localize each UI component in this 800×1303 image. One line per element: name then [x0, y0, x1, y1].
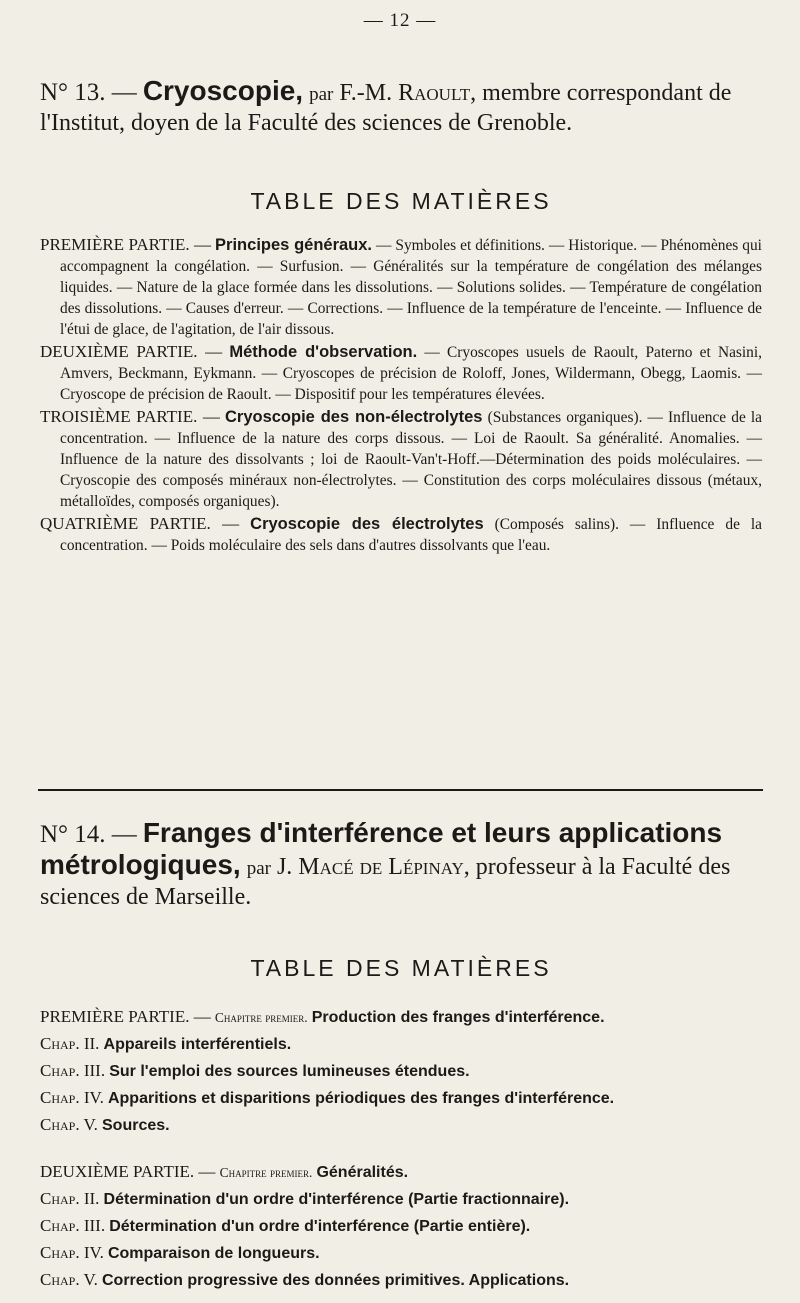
entry-14-chapter-5: Chap. V. Sources.: [40, 1115, 170, 1134]
entry-13-part-4: QUATRIÈME PARTIE. — Cryoscopie des électrolytes (Composés salins). — Influence de la concentration. — Poids moléculaire des sels dans d'autres dissolvants que l'eau.: [40, 514, 762, 554]
entry-14-chapter-10: Chap. V. Correction progressive des données primitives. Applications.: [40, 1270, 570, 1289]
entry-14-heading: [40, 818, 762, 912]
entry-14-chapter-6: DEUXIÈME PARTIE. — Chapitre premier. Généralités.: [40, 1162, 409, 1181]
entry-13-heading: [40, 76, 762, 138]
entry-14-chapter-2: Chap. II. Appareils interférentiels.: [40, 1034, 292, 1053]
entry-14-chapter-8: Chap. III. Détermination d'un ordre d'interférence (Partie entière).: [40, 1216, 531, 1235]
entry-13-part-3: TROISIÈME PARTIE. — Cryoscopie des non-électrolytes (Substances organiques). — Influence de la concentration. — Influence de la nature des corps dissous. — Loi de Raoult. Sa généralité. Anomalies. — Influence de la nature des dissolvants ; loi de Raoult-Van't-Hoff.—Détermination des poids moléculaires. — Cryoscopie des composés minéraux non-électrolytes. — Constitution des corps moléculaires dissous (métaux, métalloïdes, composés organiques).: [40, 407, 762, 510]
entry-13-author: F.-M. Raoult,: [339, 80, 477, 106]
entry-14-toc-part-1: [40, 1004, 762, 1139]
entry-14-chapter-9: Chap. IV. Comparaison de longueurs.: [40, 1243, 320, 1262]
entry-14-chapter-4: Chap. IV. Apparitions et disparitions périodiques des franges d'interférence.: [40, 1088, 615, 1107]
entry-14-toc-title-wrap: [40, 955, 762, 982]
entry-13-title: Cryoscopie,: [142, 75, 304, 106]
entry-14-affiliation: professeur à la Faculté des sciences de Marseille.: [40, 854, 731, 910]
entry-14-author: J. Macé de Lépinay,: [276, 854, 470, 880]
entry-14-toc-part-2: [40, 1159, 762, 1294]
entry-14-number: N° 14. —: [40, 821, 137, 848]
entry-13-part-2: DEUXIÈME PARTIE. — Méthode d'observation. — Cryoscopes usuels de Raoult, Paterno et Nasini, Amvers, Beckmann, Eykmann. — Cryoscopes de précision de Roloff, Jones, Wildermann, Obegg, Laomis. — Cryoscope de précision de Raoult. — Dispositif pour les températures élevées.: [40, 342, 762, 403]
entry-14-chapter-7: Chap. II. Détermination d'un ordre d'interférence (Partie fractionnaire).: [40, 1189, 570, 1208]
entry-13-affiliation: membre correspondant de l'Institut, doyen de la Faculté des sciences de Grenoble.: [40, 80, 732, 136]
entry-13-par: par: [309, 84, 334, 105]
entry-14-par: par: [246, 858, 271, 879]
entry-14-title: Franges d'interférence et leurs applications métrologiques,: [40, 817, 723, 880]
entry-13-number: N° 13. —: [40, 79, 137, 106]
entry-13-toc-title: TABLE DES MATIÈRES: [250, 188, 552, 214]
page-number: — 12 —: [363, 10, 437, 31]
entry-14-chapter-3: Chap. III. Sur l'emploi des sources lumineuses étendues.: [40, 1061, 470, 1080]
entry-13-toc: [40, 234, 762, 557]
entry-13-part-1: PREMIÈRE PARTIE. — Principes généraux. — Symboles et définitions. — Historique. — Phénomènes qui accompagnent la congélation. — Surfusion. — Généralités sur la température de congélation des mélanges liquides. — Nature de la glace formée dans les dissolutions. — Solutions solides. — Température de congélation des dissolutions. — Causes d'erreur. — Corrections. — Influence de la température de l'enceinte. — Influence de l'étui de glace, de l'agitation, de l'air dissous.: [40, 235, 762, 338]
entry-13-toc-title-wrap: [40, 188, 762, 215]
section-divider: [38, 789, 763, 791]
entry-14-chapter-1: PREMIÈRE PARTIE. — Chapitre premier. Production des franges d'interférence.: [40, 1007, 605, 1026]
entry-14-toc-title: TABLE DES MATIÈRES: [250, 955, 552, 981]
